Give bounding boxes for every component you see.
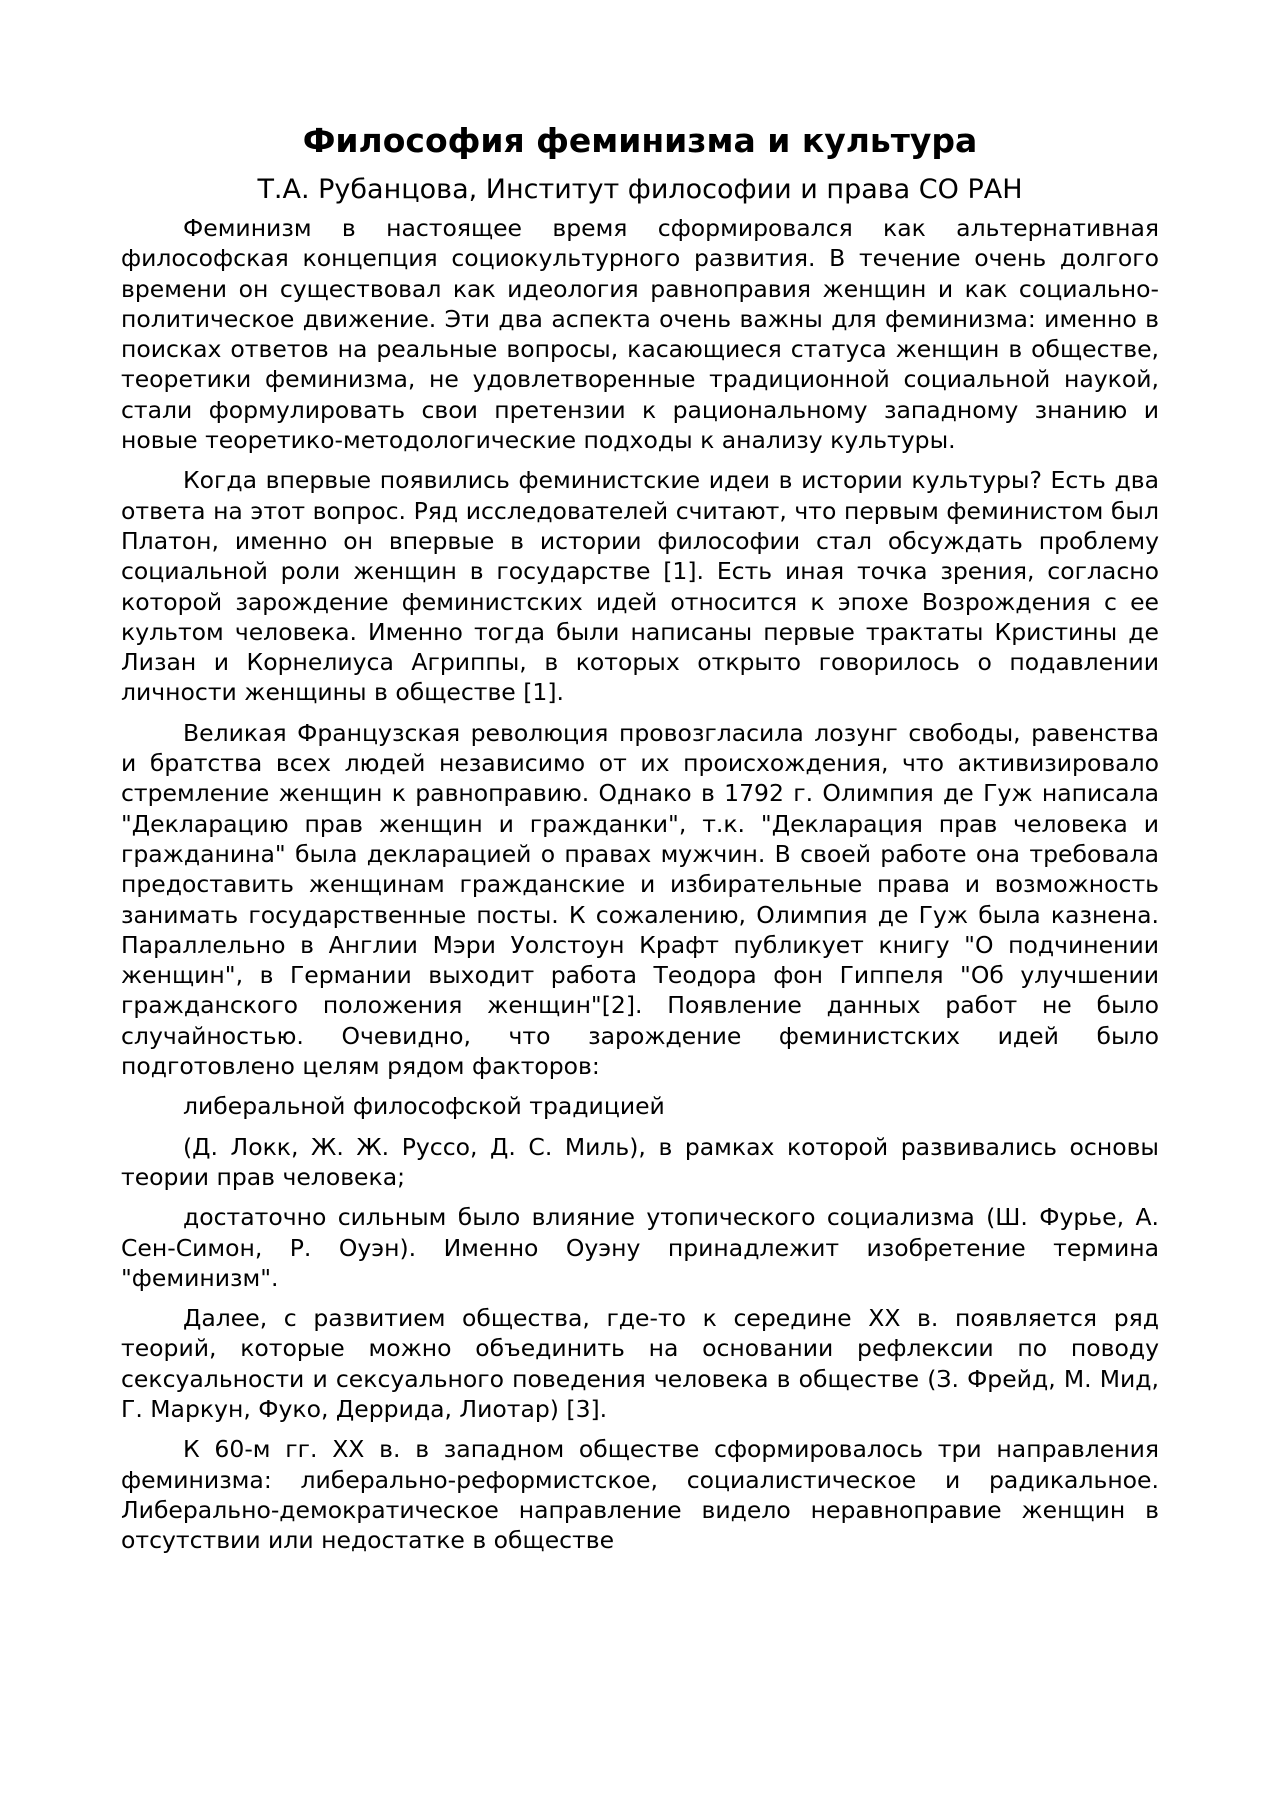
paragraph-utopian-socialism: достаточно сильным было влияние утопического социализма (Ш. Фурье, А. Сен-Симон, Р. Оуэн). Именно Оуэну принадлежит изобретение термина "феминизм". [121, 1203, 1159, 1292]
paragraph-intro: Феминизм в настоящее время сформировался как альтернативная философская концепция социокультурного развития. В течение очень долгого времени он существовал как идеология равноправия женщин и как социально-политическое движение. Эти два аспекта очень важны для феминизма: именно в поисках ответов на реальные вопросы, касающиеся статуса женщин в обществе, теоретики феминизма, не удовлетворенные традиционной социальной наукой, стали формулировать свои претензии к рациональному западному знанию и новые теоретико-методологические подходы к анализу культуры. [121, 214, 1159, 455]
paragraph-human-rights: (Д. Локк, Ж. Ж. Руссо, Д. С. Миль), в рамках которой развивались основы теории прав человека; [121, 1132, 1159, 1191]
paragraph-revolution: Великая Французская революция провозгласила лозунг свободы, равенства и братства всех людей независимо от их происхождения, что активизировало стремление женщин к равноправию. Однако в 1792 г. Олимпия де Гуж написала "Декларацию прав женщин и гражданки", т.к. "Декларация прав человека и гражданина" была декларацией о правах мужчин. В своей работе она требовала предоставить женщинам гражданские и избирательные права и возможность занимать государственные посты. К сожалению, Олимпия де Гуж была казнена. Параллельно в Англии Мэри Уолстоун Крафт публикует книгу "О подчинении женщин", в Германии выходит работа Теодора фон Гиппеля "Об улучшении гражданского положения женщин"[2]. Появление данных работ не было случайностью. Очевидно, что зарождение феминистских идей было подготовлено целям рядом факторов: [121, 718, 1159, 1081]
document-title: Философия феминизма и культура [302, 121, 978, 160]
document-page [121, 115, 1159, 1555]
document-author: Т.А. Рубанцова, Институт философии и права СО РАН [257, 174, 1023, 205]
paragraph-three-directions: К 60-м гг. ХХ в. в западном обществе сформировалось три направления феминизма: либерально-реформистское, социалистическое и радикальное. Либерально-демократическое направление видело неравноправие женщин в отсутствии или недостатке в обществе [121, 1435, 1159, 1555]
paragraph-liberal-tradition: либеральной философской традицией [183, 1092, 665, 1121]
paragraph-origins: Когда впервые появились феминистские идеи в истории культуры? Есть два ответа на этот вопрос. Ряд исследователей считают, что первым феминистом был Платон, именно он впервые в истории философии стал обсуждать проблему социальной роли женщин в государстве [1]. Есть иная точка зрения, согласно которой зарождение феминистских идей относится к эпохе Возрождения с ее культом человека. Именно тогда были написаны первые трактаты Кристины де Лизан и Корнелиуса Агриппы, в которых открыто говорилось о подавлении личности женщины в обществе [1]. [121, 466, 1159, 707]
paragraph-sexuality-theories: Далее, с развитием общества, где-то к середине ХХ в. появляется ряд теорий, которые можно объединить на основании рефлексии по поводу сексуальности и сексуального поведения человека в обществе (З. Фрейд, М. Мид, Г. Маркун, Фуко, Деррида, Лиотар) [3]. [121, 1304, 1159, 1423]
